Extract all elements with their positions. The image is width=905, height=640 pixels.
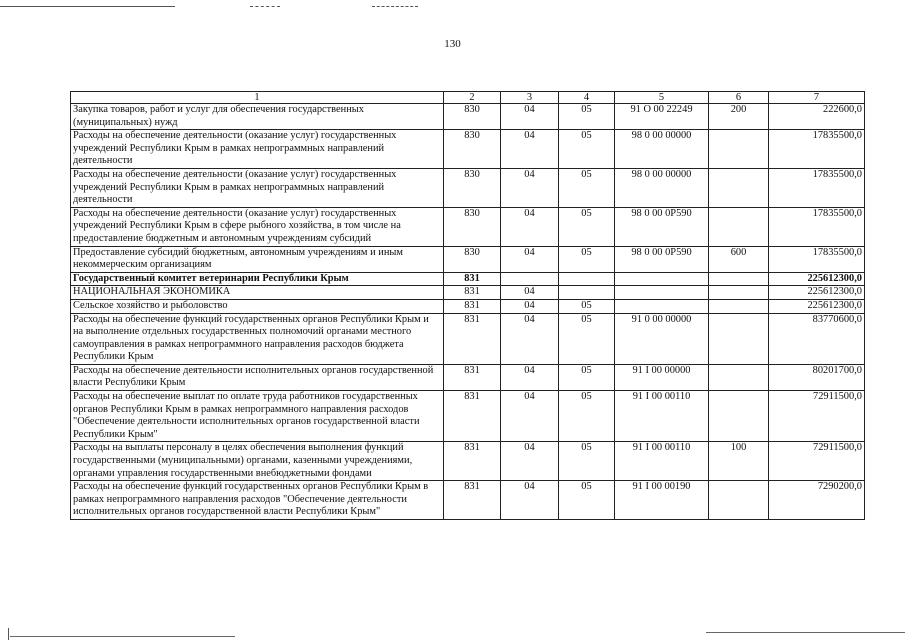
table-row [71,442,865,481]
row-ved: 831 [444,299,501,313]
row-section: 04 [501,168,559,207]
row-amount: 83770600,0 [769,313,865,364]
row-expense-type: 100 [709,442,769,481]
row-amount: 225612300,0 [769,286,865,300]
row-target-article: 98 0 00 00000 [615,130,709,169]
table-row [71,104,865,130]
table-row [71,481,865,520]
table-row [71,130,865,169]
row-expense-type [709,207,769,246]
row-section: 04 [501,286,559,300]
row-amount: 17835500,0 [769,130,865,169]
header-col-4: 4 [559,92,615,104]
table-row [71,391,865,442]
row-subsection: 05 [559,168,615,207]
row-name: Расходы на обеспечение выплат по оплате труда работников государственных органов Республики Крым в рамках непрограммного направления расходов "Обеспечение деятельности исполнительных органов государственной власти Республики Крым" [71,391,444,442]
table-row [71,246,865,272]
row-target-article: 91 I 00 00110 [615,442,709,481]
row-ved: 831 [444,391,501,442]
row-subsection: 05 [559,299,615,313]
row-target-article: 91 0 00 00000 [615,313,709,364]
row-amount: 7290200,0 [769,481,865,520]
row-name: Расходы на обеспечение деятельности (оказание услуг) государственных учреждений Республики Крым в рамках непрограммных направлений деятельности [71,168,444,207]
row-section: 04 [501,130,559,169]
row-expense-type [709,364,769,390]
row-amount: 222600,0 [769,104,865,130]
row-name: Расходы на обеспечение деятельности исполнительных органов государственной власти Республики Крым [71,364,444,390]
row-subsection: 05 [559,207,615,246]
row-amount: 17835500,0 [769,168,865,207]
row-target-article [615,272,709,286]
row-amount: 225612300,0 [769,299,865,313]
row-name: Расходы на обеспечение деятельности (оказание услуг) государственных учреждений Республики Крым в сфере рыбного хозяйства, в том числе на предоставление бюджетным и автономным учреждениям субсидий [71,207,444,246]
header-col-2: 2 [444,92,501,104]
row-amount: 72911500,0 [769,391,865,442]
row-name: Расходы на обеспечение функций государственных органов Республики Крым и на выполнение отдельных государственных полномочий органами местного самоуправления в рамках непрограммного направления расходов бюджета Республики Крым [71,313,444,364]
row-section: 04 [501,313,559,364]
header-col-1: 1 [71,92,444,104]
row-expense-type [709,391,769,442]
row-name: Предоставление субсидий бюджетным, автономным учреждениям и иным некоммерческим организациям [71,246,444,272]
row-section: 04 [501,364,559,390]
row-target-article: 98 0 00 0Р590 [615,246,709,272]
header-row [71,92,865,104]
row-ved: 831 [444,286,501,300]
row-subsection [559,272,615,286]
table-row [71,286,865,300]
row-ved: 830 [444,246,501,272]
row-subsection: 05 [559,391,615,442]
row-expense-type [709,481,769,520]
row-subsection: 05 [559,442,615,481]
row-name: Закупка товаров, работ и услуг для обеспечения государственных (муниципальных) нужд [71,104,444,130]
row-expense-type [709,272,769,286]
row-ved: 831 [444,481,501,520]
row-section: 04 [501,246,559,272]
row-subsection: 05 [559,481,615,520]
header-col-3: 3 [501,92,559,104]
table-row [71,207,865,246]
row-ved: 830 [444,168,501,207]
row-amount: 80201700,0 [769,364,865,390]
top-rule-1 [0,6,175,7]
row-ved: 830 [444,130,501,169]
row-expense-type: 200 [709,104,769,130]
row-section: 04 [501,207,559,246]
table-row-committee [71,272,865,286]
row-amount: 17835500,0 [769,246,865,272]
table-row [71,313,865,364]
row-target-article [615,286,709,300]
row-ved: 831 [444,364,501,390]
row-target-article: 91 О 00 22249 [615,104,709,130]
row-subsection: 05 [559,364,615,390]
row-expense-type: 600 [709,246,769,272]
row-target-article [615,299,709,313]
bottom-rule-right [706,632,905,633]
row-target-article: 98 0 00 0Р590 [615,207,709,246]
row-name: НАЦИОНАЛЬНАЯ ЭКОНОМИКА [71,286,444,300]
row-target-article: 91 I 00 00110 [615,391,709,442]
row-expense-type [709,286,769,300]
row-amount: 225612300,0 [769,272,865,286]
top-rule-3 [372,6,418,7]
table-row [71,299,865,313]
row-subsection: 05 [559,104,615,130]
header-col-7: 7 [769,92,865,104]
budget-table [70,91,865,520]
row-expense-type [709,299,769,313]
row-name: Государственный комитет ветеринарии Республики Крым [71,272,444,286]
row-ved: 831 [444,442,501,481]
header-col-5: 5 [615,92,709,104]
row-name: Сельское хозяйство и рыболовство [71,299,444,313]
page-number: 130 [444,38,461,50]
row-name: Расходы на обеспечение деятельности (оказание услуг) государственных учреждений Республики Крым в рамках непрограммных направлений деятельности [71,130,444,169]
row-subsection: 05 [559,130,615,169]
header-col-6: 6 [709,92,769,104]
row-section: 04 [501,391,559,442]
row-expense-type [709,130,769,169]
row-section: 04 [501,104,559,130]
row-section: 04 [501,299,559,313]
row-target-article: 91 I 00 00000 [615,364,709,390]
top-rule-2 [250,6,280,7]
row-section: 04 [501,481,559,520]
row-section [501,272,559,286]
row-target-article: 91 I 00 00190 [615,481,709,520]
row-expense-type [709,168,769,207]
row-subsection [559,286,615,300]
table-row [71,168,865,207]
table-row [71,364,865,390]
row-ved: 830 [444,104,501,130]
row-amount: 72911500,0 [769,442,865,481]
row-expense-type [709,313,769,364]
bottom-rule-left [10,636,235,637]
row-subsection: 05 [559,246,615,272]
row-section: 04 [501,442,559,481]
row-ved: 830 [444,207,501,246]
row-name: Расходы на выплаты персоналу в целях обеспечения выполнения функций государственными (муниципальными) органами, казенными учреждениями, органами управления государственными внебюджетными фондами [71,442,444,481]
row-target-article: 98 0 00 00000 [615,168,709,207]
scan-edge-mark [8,628,9,640]
row-name: Расходы на обеспечение функций государственных органов Республики Крым в рамках непрограммного направления расходов "Обеспечение деятельности исполнительных органов государственной власти Республики Крым" [71,481,444,520]
row-ved: 831 [444,313,501,364]
row-ved: 831 [444,272,501,286]
row-amount: 17835500,0 [769,207,865,246]
row-subsection: 05 [559,313,615,364]
